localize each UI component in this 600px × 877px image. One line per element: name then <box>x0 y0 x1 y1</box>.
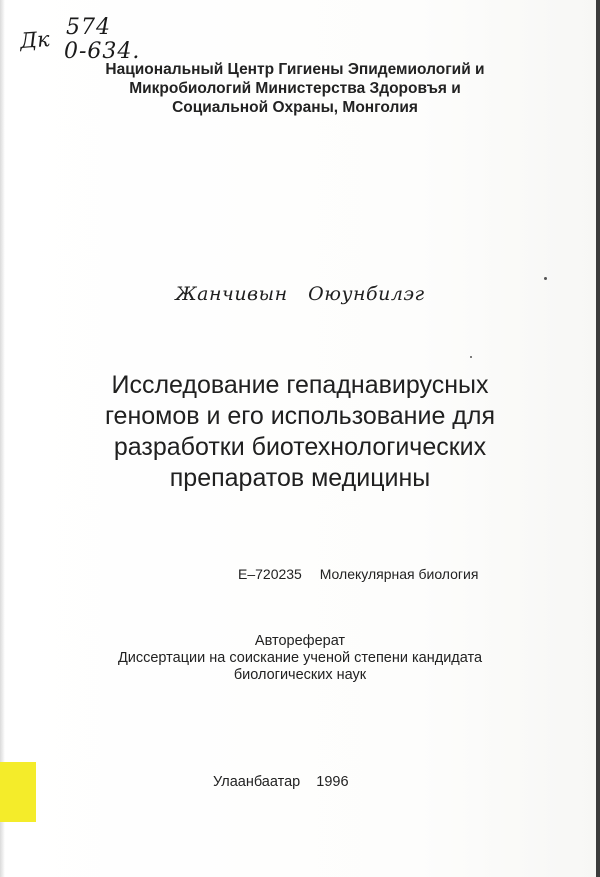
title-line: Исследование гепаднавирусных <box>111 371 489 399</box>
dissertation-title <box>40 370 560 494</box>
abstract-label: Автореферат <box>254 633 346 649</box>
publication-year: 1996 <box>316 774 349 790</box>
title-line: разработки биотехнологических <box>113 433 487 461</box>
paper-speck <box>470 356 472 358</box>
specialty-name: Молекулярная биология <box>319 566 479 582</box>
handwritten-prefix: Дк <box>19 26 51 54</box>
specialty-code: E–720235 <box>238 566 302 582</box>
degree-field: биологических наук <box>233 667 367 683</box>
handwritten-shelf-mark: 0-634. <box>64 39 141 64</box>
publication-city: Улаанбаатар <box>213 774 301 790</box>
institution-heading <box>50 60 540 117</box>
page-edge-shadow <box>0 0 5 877</box>
institution-line: Социальной Охраны, Монголия <box>172 99 418 116</box>
title-line: препаратов медицины <box>169 464 431 492</box>
yellow-sticker <box>0 762 36 822</box>
specialty-line <box>238 566 478 582</box>
handwritten-catalog-number: 574 <box>66 15 111 40</box>
abstract-block <box>60 633 540 684</box>
place-and-year <box>213 774 349 790</box>
author-name: Жанчивын Оюунбилэг <box>175 283 425 305</box>
scanner-edge <box>596 0 600 877</box>
institution-line: Национальный Центр Гигиены Эпидемиологий и <box>105 61 485 78</box>
title-line: геномов и его использование для <box>104 402 496 430</box>
degree-description: Диссертации на соискание ученой степени кандидата <box>117 650 483 666</box>
paper-speck <box>544 277 547 280</box>
institution-line: Микробиологий Министерства Здоровъя и <box>129 80 461 97</box>
